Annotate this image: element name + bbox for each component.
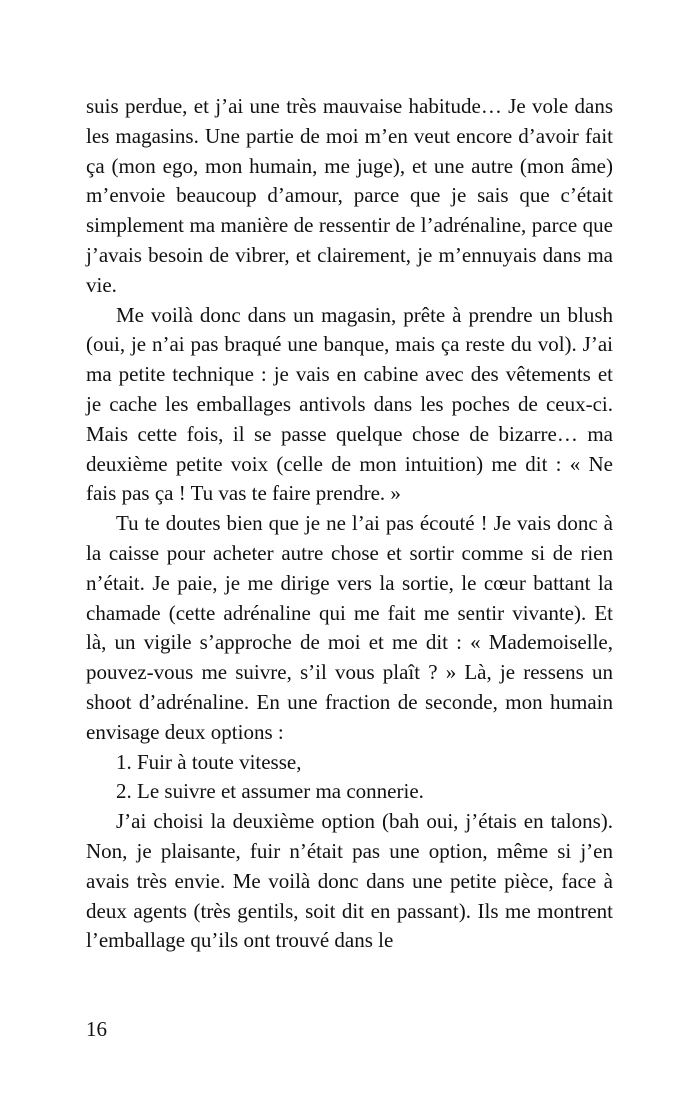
- paragraph-1: suis perdue, et j’ai une très mauvaise habitude… Je vole dans les magasins. Une partie de moi m’en veut encore d’avoir fait ça (mon ego, mon humain, me juge), et une autre (mon âme) m’envoie beaucoup d’amour, parce que je sais que c’était simplement ma manière de ressentir de l’adrénaline, parce que j’avais besoin de vibrer, et clairement, je m’ennuyais dans ma vie.: [86, 94, 613, 297]
- paragraph-3: Tu te doutes bien que je ne l’ai pas écouté ! Je vais donc à la caisse pour acheter autre chose et sortir comme si de rien n’était. Je paie, je me dirige vers la sortie, le cœur battant la chamade (cette adrénaline qui me fait me sentir vivante). Et là, un vigile s’approche de moi et me dit : « Mademoiselle, pouvez-vous me suivre, s’il vous plaît ? » Là, je ressens un shoot d’adrénaline. En une fraction de seconde, mon humain envisage deux options :: [86, 511, 613, 744]
- option-2: 2. Le suivre et assumer ma connerie.: [116, 779, 424, 804]
- paragraph-2: Me voilà donc dans un magasin, prête à prendre un blush (oui, je n’ai pas braqué une banque, mais ça reste du vol). J’ai ma petite technique : je vais en cabine avec des vêtements et je cache les emballages antivols dans les poches de ceux-ci. Mais cette fois, il se passe quelque chose de bizarre… ma deuxième petite voix (celle de mon intuition) me dit : « Ne fais pas ça ! Tu vas te faire prendre. »: [86, 302, 613, 506]
- page-number: 16: [86, 1017, 107, 1041]
- paragraph-4: J’ai choisi la deuxième option (bah oui, j’étais en talons). Non, je plaisante, fuir n’était pas une option, même si j’en avais très envie. Me voilà donc dans une petite pièce, face à deux agents (très gentils, soit dit en passant). Ils me montrent l’emballage qu’ils ont trouvé dans le: [86, 809, 613, 953]
- option-1: 1. Fuir à toute vitesse,: [116, 749, 302, 774]
- body-text: [86, 92, 613, 956]
